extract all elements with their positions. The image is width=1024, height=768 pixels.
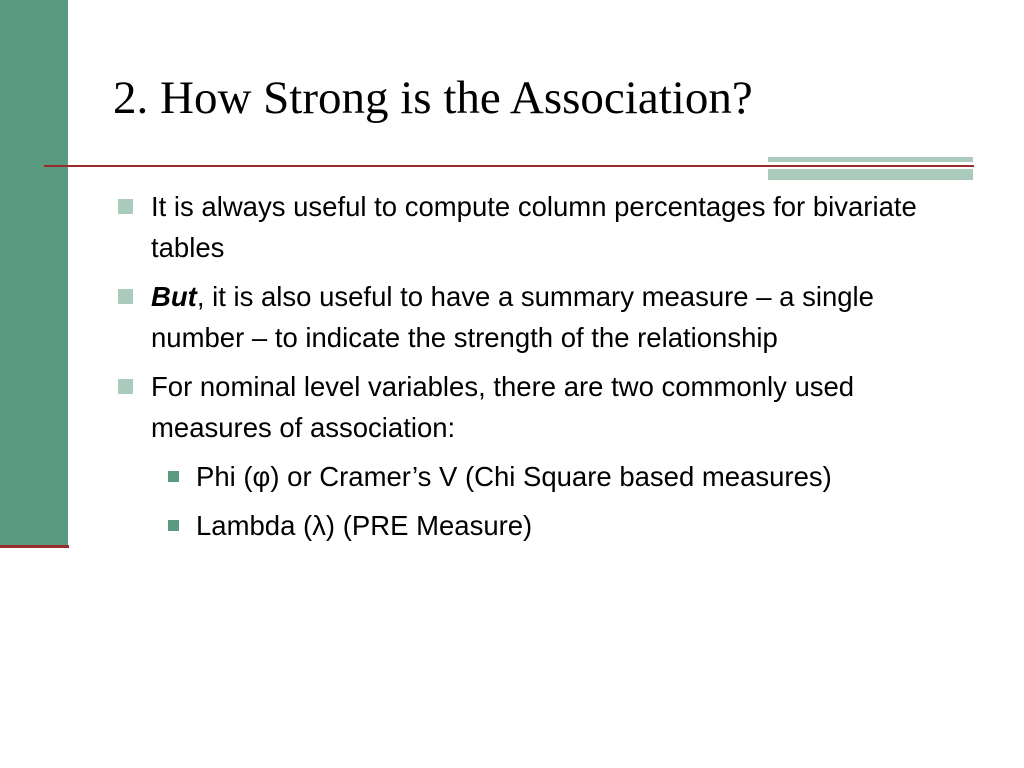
bullet-item [113,366,973,448]
side-accent-bar [0,0,68,547]
accent-stripe-top [768,157,973,162]
slide-title: 2. How Strong is the Association? [113,72,753,124]
sub-bullet-item [158,505,973,546]
bullet-text: , it is also useful to have a summary measure – a single number – to indicate the strength of the relationship [151,281,874,353]
bullet-item [113,276,973,358]
bullet-item [113,186,973,268]
bullet-text: It is always useful to compute column percentages for bivariate tables [151,191,917,263]
square-bullet-icon [118,199,133,214]
square-bullet-icon [118,289,133,304]
sub-bullet-text: Phi (φ) or Cramer’s V (Chi Square based measures) [196,461,832,492]
accent-stripes [768,157,973,180]
square-sub-bullet-icon [168,520,179,531]
bullet-emphasis: But [151,281,197,312]
bullet-text: For nominal level variables, there are two commonly used measures of association: [151,371,855,443]
side-bar-rule [0,545,69,548]
square-bullet-icon [118,379,133,394]
sub-bullet-item [158,456,973,497]
sub-bullet-text: Lambda (λ) (PRE Measure) [196,510,533,541]
bullet-list [113,186,973,554]
accent-stripe-bottom [768,169,973,180]
square-sub-bullet-icon [168,471,179,482]
